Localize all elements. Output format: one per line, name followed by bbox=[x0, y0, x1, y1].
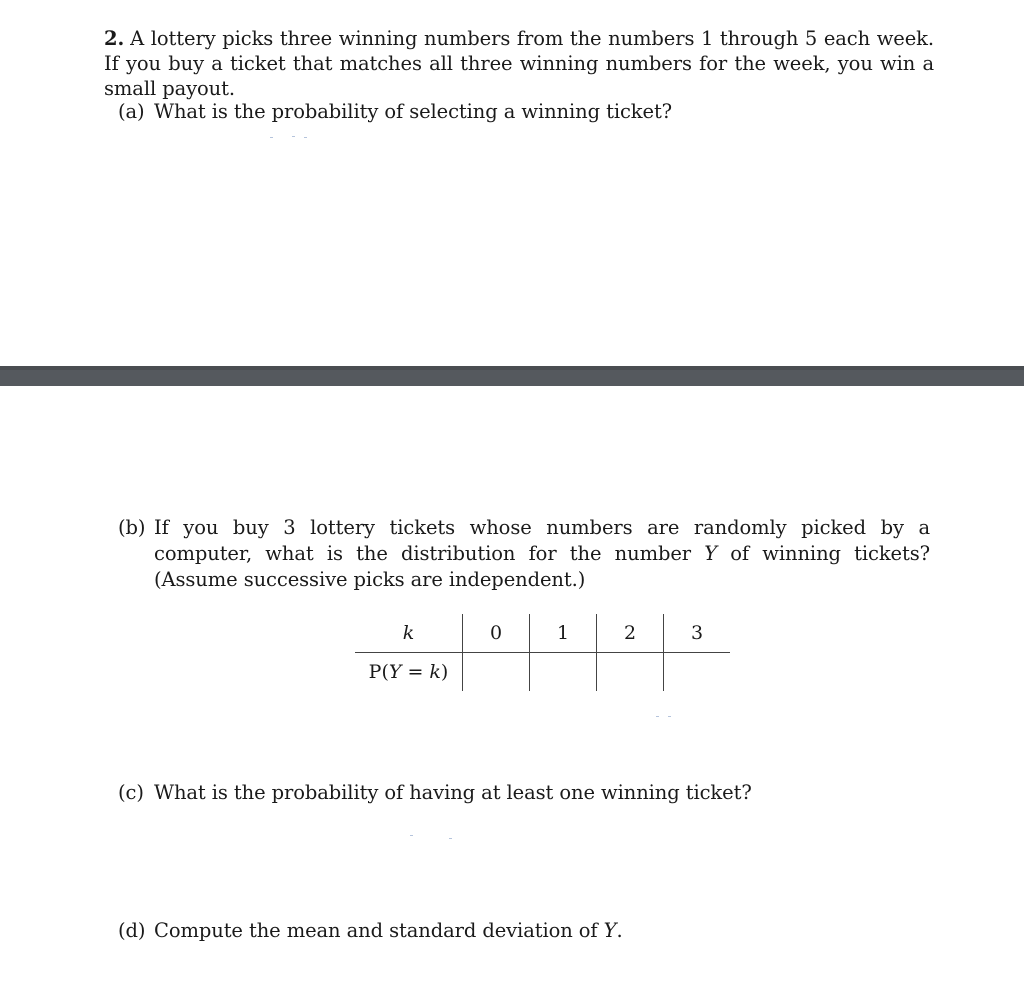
speck bbox=[270, 137, 273, 138]
table-k-value: 0 bbox=[463, 614, 530, 653]
speck bbox=[449, 838, 452, 839]
problem-statement bbox=[104, 26, 934, 101]
part-a-question: What is the probability of selecting a winning ticket? bbox=[154, 100, 673, 123]
table-header-p: P(Y = k) bbox=[368, 661, 449, 683]
part-b-question bbox=[154, 515, 930, 593]
part-b bbox=[118, 515, 930, 593]
part-b-text-1: If you buy 3 lottery tickets whose numbers are randomly picked by a computer, what is the distribution for the number bbox=[154, 516, 930, 565]
speck bbox=[304, 137, 307, 138]
part-d-question bbox=[154, 918, 678, 944]
distribution-table bbox=[355, 614, 730, 691]
upper-page bbox=[0, 0, 1024, 366]
problem-number: 2. bbox=[104, 27, 125, 50]
table-k-value: 2 bbox=[597, 614, 664, 653]
part-d-text-2: . bbox=[616, 919, 623, 942]
table-header-k: k bbox=[355, 614, 463, 653]
table-k-value: 1 bbox=[530, 614, 597, 653]
speck bbox=[292, 136, 295, 137]
part-b-label: (b) bbox=[118, 516, 146, 539]
table-p-cell bbox=[597, 653, 664, 692]
part-c-label: (c) bbox=[118, 781, 144, 804]
part-d bbox=[118, 918, 678, 944]
page-divider bbox=[0, 366, 1024, 386]
part-d-variable: Y bbox=[603, 919, 617, 942]
part-c bbox=[118, 780, 758, 806]
speck bbox=[656, 716, 659, 717]
part-a bbox=[118, 99, 678, 125]
table-p-cell bbox=[664, 653, 731, 692]
part-c-question: What is the probability of having at least one winning ticket? bbox=[154, 781, 752, 804]
speck bbox=[410, 835, 413, 836]
table-row-p bbox=[355, 653, 730, 692]
part-b-text-2: of winning tickets? (Assume successive picks are independent.) bbox=[154, 542, 930, 591]
part-b-variable: Y bbox=[704, 542, 718, 565]
table-row-k bbox=[355, 614, 730, 653]
problem-text: A lottery picks three winning numbers from the numbers 1 through 5 each week. If you buy a ticket that matches all three winning numbers for the week, you win a small payout. bbox=[104, 27, 934, 100]
speck bbox=[668, 716, 671, 717]
part-d-text-1: Compute the mean and standard deviation of bbox=[154, 919, 604, 942]
table-k-value: 3 bbox=[664, 614, 731, 653]
part-d-label: (d) bbox=[118, 919, 146, 942]
table-p-cell bbox=[463, 653, 530, 692]
table-p-cell bbox=[530, 653, 597, 692]
part-a-label: (a) bbox=[118, 100, 145, 123]
